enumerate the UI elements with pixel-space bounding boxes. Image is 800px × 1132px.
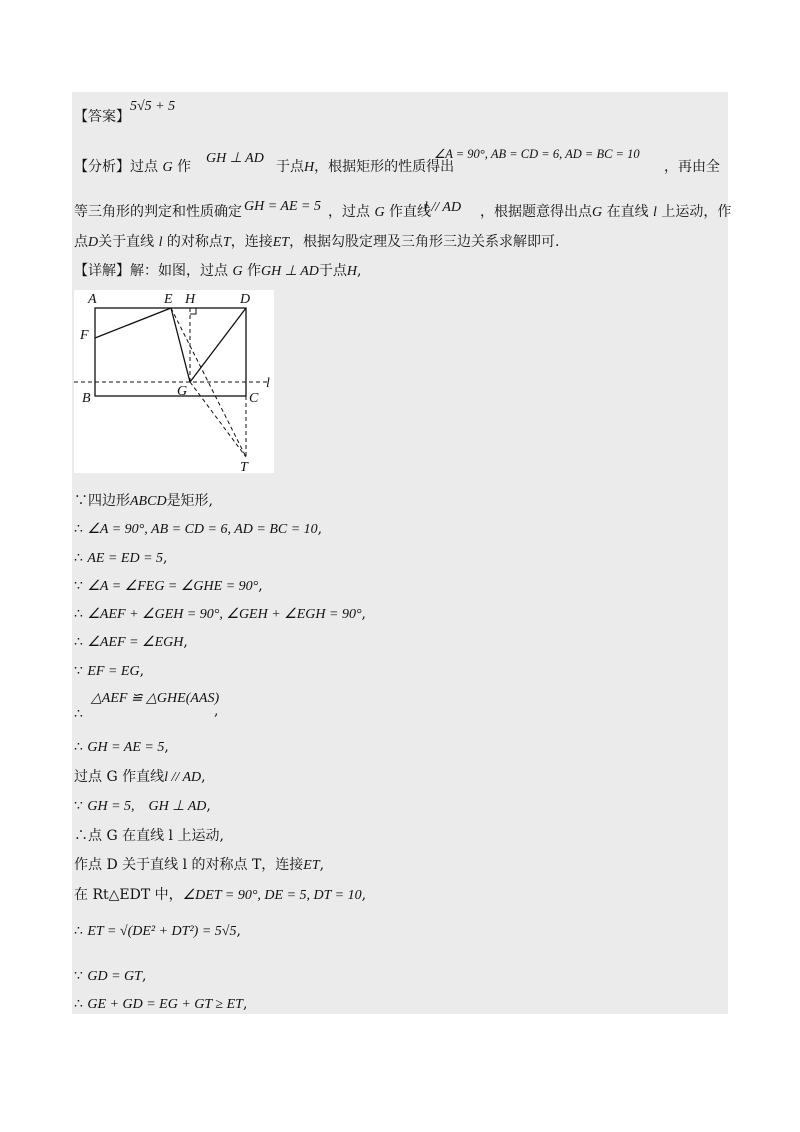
step-text: , xyxy=(164,739,169,755)
step-1 xyxy=(74,492,213,511)
step-text: 是矩形, xyxy=(166,493,214,509)
step-text: , xyxy=(206,798,211,814)
step-text: 点 G 在直线 l 上运动, xyxy=(88,828,224,844)
text: 关于直线 xyxy=(98,234,155,250)
text: ，根据矩形的性质得出 xyxy=(314,159,455,175)
step-3 xyxy=(74,549,168,568)
label-a: A xyxy=(88,292,97,307)
step-text: , xyxy=(242,996,248,1012)
step-text: , xyxy=(163,550,168,566)
step-15 xyxy=(74,922,241,941)
label-d: D xyxy=(240,292,251,307)
step-math: ∠A = ∠FEG = ∠GHE = 90° xyxy=(87,579,259,594)
label-c: C xyxy=(249,391,259,406)
text: 在直线 xyxy=(606,204,649,220)
segment-gd xyxy=(190,308,246,382)
text: 作直线 xyxy=(389,204,432,220)
step-4 xyxy=(74,577,263,596)
text: 上运动，作 xyxy=(661,204,732,220)
logic-symbol: ∴ xyxy=(74,550,83,566)
analysis-line-2c xyxy=(480,203,731,222)
line-label: l xyxy=(158,235,163,250)
analysis-math-1: GH ⊥ AD xyxy=(206,151,264,166)
analysis-line-3 xyxy=(74,233,560,252)
logic-symbol: ∴ xyxy=(74,923,83,939)
logic-symbol: ∵ xyxy=(74,968,83,984)
rectangle-abcd xyxy=(95,308,246,396)
figure-svg xyxy=(74,290,274,473)
answer-line xyxy=(74,108,130,126)
step-10 xyxy=(74,768,206,787)
step-9 xyxy=(74,738,169,757)
step-5 xyxy=(74,605,366,624)
step-11 xyxy=(74,797,211,816)
line-label: l xyxy=(653,205,657,220)
logic-symbol: ∵ xyxy=(74,798,83,814)
step-7 xyxy=(74,662,144,681)
segment-eg xyxy=(171,308,190,382)
logic-symbol: ∴ xyxy=(74,706,83,722)
step-math: GD = GT xyxy=(87,969,142,984)
step-12 xyxy=(74,827,224,845)
text: ，过点 xyxy=(328,204,370,220)
logic-symbol: ∴ xyxy=(74,606,83,622)
analysis-line-2b xyxy=(328,203,431,222)
step-text: 四边形 xyxy=(88,493,130,509)
text: 解：如图，过点 xyxy=(130,263,228,279)
logic-symbol: ∴ xyxy=(74,634,83,650)
step-17 xyxy=(74,995,247,1014)
step-13 xyxy=(74,856,324,875)
step-2 xyxy=(74,520,322,539)
step-text: , xyxy=(258,578,263,594)
step-math: GH = 5, GH ⊥ AD xyxy=(87,799,207,814)
label-g: G xyxy=(177,384,188,399)
step-14 xyxy=(74,886,366,905)
detail-intro xyxy=(74,262,361,281)
point-label: G xyxy=(374,205,385,220)
step-text: , xyxy=(139,663,145,679)
analysis-math-2: ∠A = 90°, AB = CD = 6, AD = BC = 10 xyxy=(434,147,640,161)
analysis-math-4: l // AD xyxy=(424,200,462,215)
step-8-math: △AEF ≌ △GHE(AAS) xyxy=(91,691,220,706)
text: 作 xyxy=(247,263,262,279)
step-math: ∠DET = 90°, DE = 5, DT = 10 xyxy=(182,888,362,903)
step-text: , xyxy=(183,634,188,650)
logic-symbol: ∵ xyxy=(74,578,83,594)
step-8 xyxy=(74,705,83,723)
text: ，根据题意得出点 xyxy=(480,204,592,220)
text: 过点 xyxy=(130,159,158,175)
math: GH ⊥ AD xyxy=(261,264,319,279)
answer-value: 5√5 + 5 xyxy=(130,99,176,114)
step-math: ABCD xyxy=(130,494,167,509)
step-math: GH = AE = 5 xyxy=(87,740,165,755)
point-label: H xyxy=(304,160,315,175)
geometry-figure xyxy=(74,290,274,473)
step-6 xyxy=(74,633,188,652)
step-math: l // AD xyxy=(164,770,202,785)
label-e: E xyxy=(164,292,173,307)
point-label: G xyxy=(592,205,603,220)
right-angle-mark xyxy=(190,308,196,314)
text: 点 xyxy=(74,234,88,250)
answer-label: 【答案】 xyxy=(74,109,130,125)
label-b: B xyxy=(82,391,91,406)
analysis-line-1c: ，再由全 xyxy=(664,159,720,175)
detail-label: 【详解】 xyxy=(74,263,130,279)
solution-panel xyxy=(72,92,728,1014)
point-label: T xyxy=(222,235,231,250)
step-text: 在 Rt△EDT 中， xyxy=(74,887,183,903)
analysis-line-1 xyxy=(74,158,191,177)
segment-gt xyxy=(190,382,246,457)
step-math: ET xyxy=(303,858,320,873)
segment-fe xyxy=(95,308,171,338)
step-text: , xyxy=(361,606,366,622)
logic-symbol: ∴ xyxy=(74,828,88,844)
point-label: D xyxy=(88,235,99,250)
logic-symbol: ∴ xyxy=(74,739,83,755)
text: ，连接 xyxy=(230,234,273,250)
logic-symbol: ∵ xyxy=(74,663,83,679)
step-text: , xyxy=(201,769,206,785)
point-label: G xyxy=(232,264,243,279)
label-f: F xyxy=(80,328,89,343)
text: 作 xyxy=(177,159,192,175)
logic-symbol: ∴ xyxy=(74,996,83,1012)
analysis-math-3: GH = AE = 5 xyxy=(244,199,321,214)
step-math: EF = EG xyxy=(87,664,140,679)
step-math: ∠A = 90°, AB = CD = 6, AD = BC = 10 xyxy=(87,522,318,537)
logic-symbol: ∴ xyxy=(74,521,83,537)
label-l: l xyxy=(266,376,270,391)
step-math: ET = √(DE² + DT²) = 5√5 xyxy=(87,924,237,939)
text: 于点 xyxy=(318,263,347,279)
step-math: AE = ED = 5 xyxy=(87,551,164,566)
step-math: ∠AEF = ∠EGH xyxy=(87,635,184,650)
step-16 xyxy=(74,967,146,986)
text: 的对称点 xyxy=(166,234,223,250)
text: 等三角形的判定和性质确定 xyxy=(74,204,242,220)
step-math: GE + GD = EG + GT ≥ ET xyxy=(87,997,243,1012)
step-text: , xyxy=(319,857,325,873)
step-text: , xyxy=(141,968,147,984)
step-text: 过点 G 作直线 xyxy=(74,769,165,785)
text: ，根据勾股定理及三角形三边关系求解即可. xyxy=(289,234,560,250)
step-text: , xyxy=(236,923,241,939)
step-math: ∠AEF + ∠GEH = 90°, ∠GEH + ∠EGH = 90° xyxy=(87,607,362,622)
logic-symbol: ∵ xyxy=(74,493,88,509)
text: 于点 xyxy=(276,159,304,175)
step-text: 作点 D 关于直线 l 的对称点 T，连接 xyxy=(74,857,304,873)
point-label: H xyxy=(346,264,357,279)
analysis-label: 【分析】 xyxy=(74,159,130,175)
step-text: , xyxy=(317,521,323,537)
label-h: H xyxy=(185,292,196,307)
analysis-line-1b xyxy=(276,158,454,177)
label-t: T xyxy=(240,460,248,473)
analysis-line-2 xyxy=(74,203,242,221)
point-label: G xyxy=(162,160,173,175)
step-8-post: , xyxy=(214,703,219,719)
step-text: , xyxy=(361,887,367,903)
text: , xyxy=(356,263,362,279)
math: ET xyxy=(272,235,290,250)
